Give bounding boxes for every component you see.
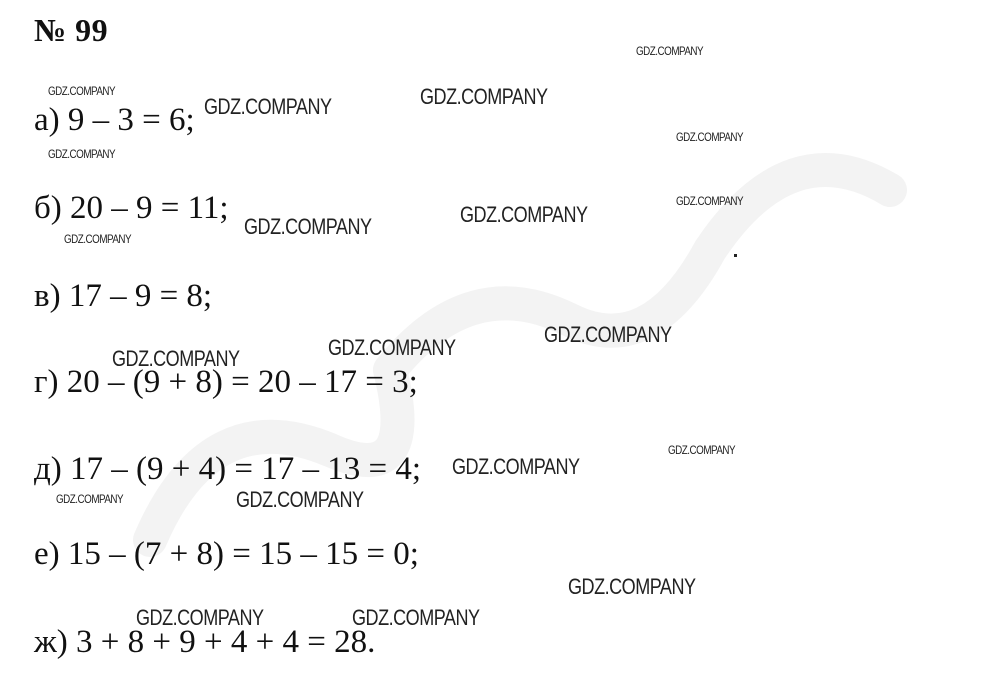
watermark-text: GDZ.COMPANY [452,454,580,479]
watermark-text: GDZ.COMPANY [112,346,240,371]
equation-d: д) 17 – (9 + 4) = 17 – 13 = 4; [34,451,422,487]
watermark-text: GDZ.COMPANY [668,443,736,457]
watermark-text: GDZ.COMPANY [236,487,364,512]
equation-zh: ж) 3 + 8 + 9 + 4 + 4 = 28. [34,624,376,660]
watermark-text: GDZ.COMPANY [636,44,704,58]
equation-b: б) 20 – 9 = 11; [34,190,229,226]
watermark-text: GDZ.COMPANY [420,84,548,109]
equation-e: е) 15 – (7 + 8) = 15 – 15 = 0; [34,536,419,572]
watermark-text: GDZ.COMPANY [64,232,132,246]
exercise-number: № 99 [34,12,109,48]
equation-v: в) 17 – 9 = 8; [34,278,213,314]
watermark-text: GDZ.COMPANY [460,202,588,227]
watermark-text: GDZ.COMPANY [56,492,124,506]
watermark-text: GDZ.COMPANY [244,214,372,239]
watermark-text: GDZ.COMPANY [48,84,116,98]
equation-g: г) 20 – (9 + 8) = 20 – 17 = 3; [34,364,418,400]
watermark-text: GDZ.COMPANY [48,147,116,161]
stray-dot [734,254,737,257]
watermark-text: GDZ.COMPANY [676,194,744,208]
watermark-text: GDZ.COMPANY [136,605,264,630]
equation-a: а) 9 – 3 = 6; [34,102,195,138]
watermark-text: GDZ.COMPANY [352,605,480,630]
watermark-text: GDZ.COMPANY [676,130,744,144]
watermark-text: GDZ.COMPANY [204,94,332,119]
watermark-text: GDZ.COMPANY [544,322,672,347]
watermark-text: GDZ.COMPANY [568,574,696,599]
watermark-text: GDZ.COMPANY [328,335,456,360]
